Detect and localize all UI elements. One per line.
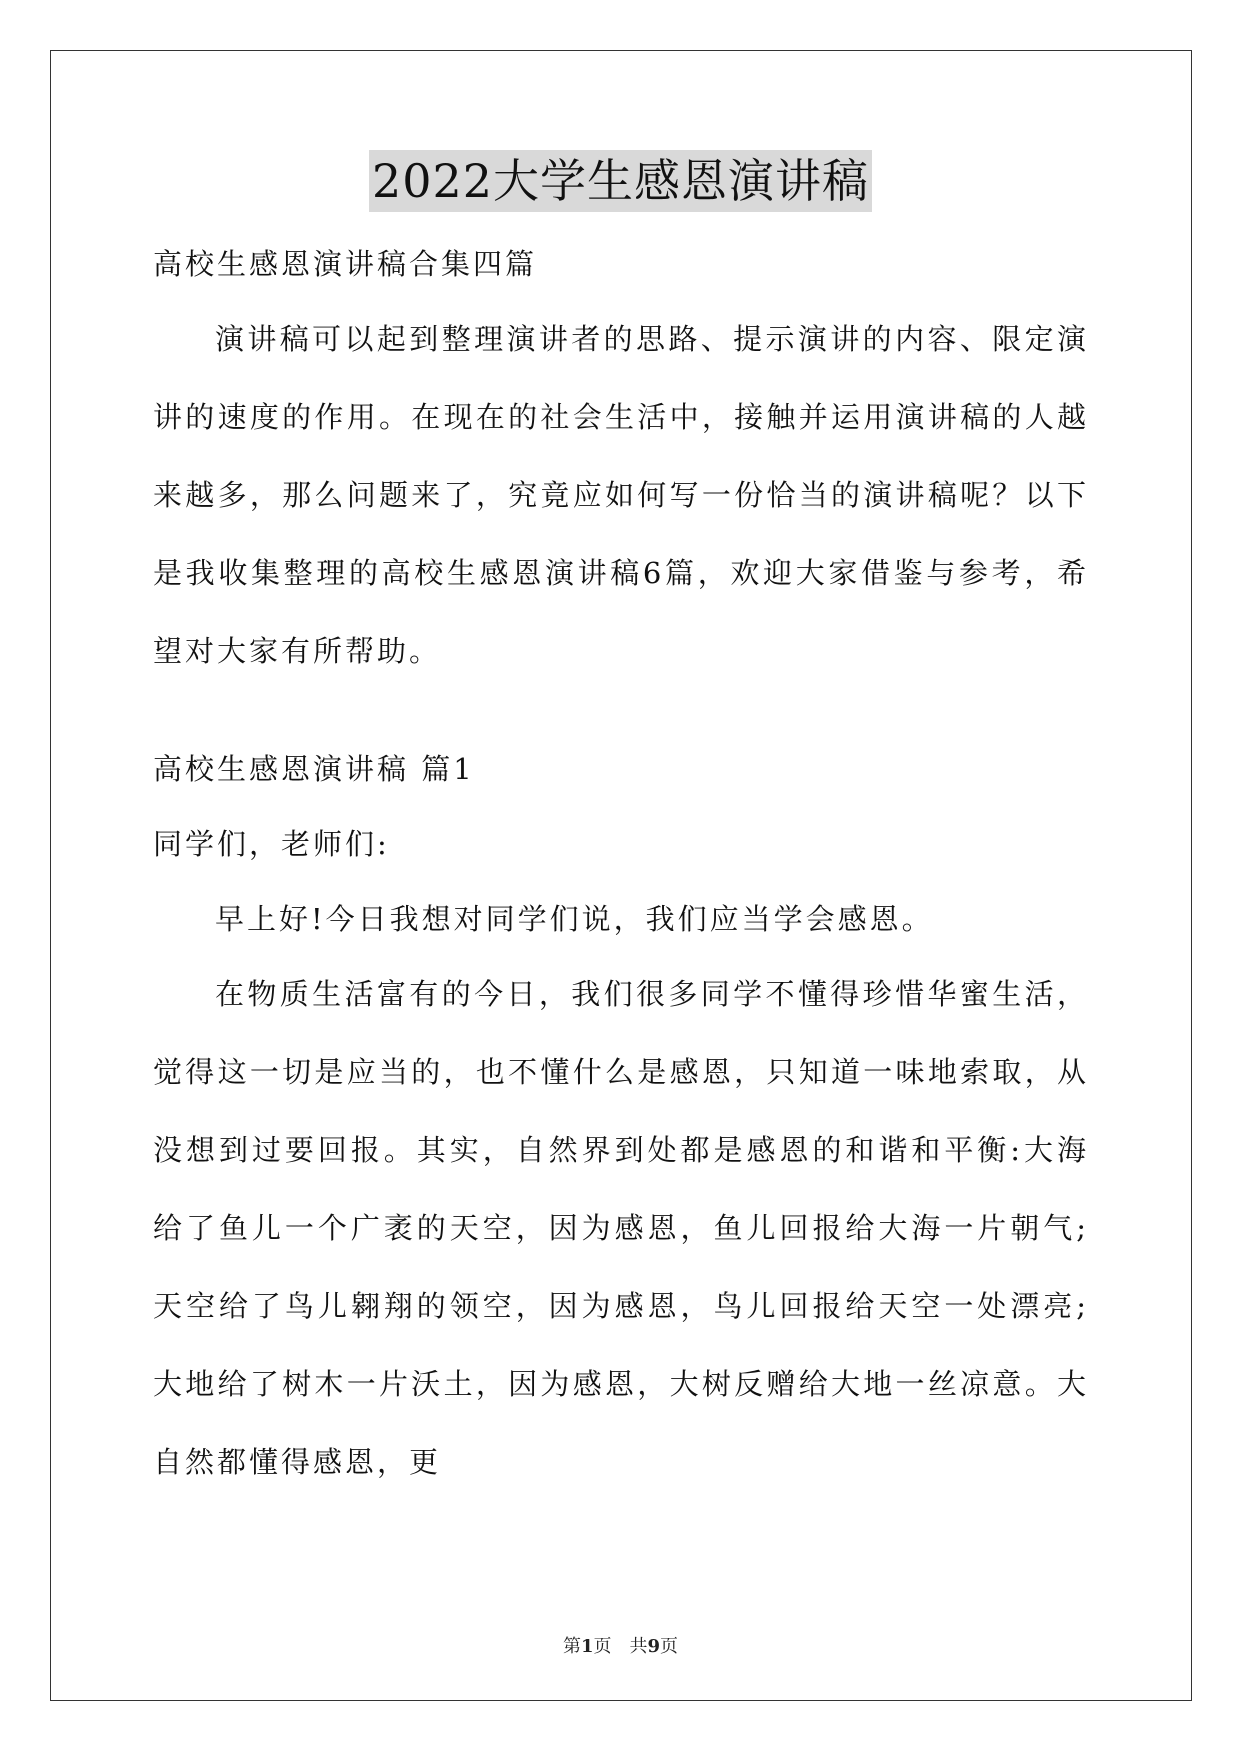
body-paragraph-2: 在物质生活富有的今日，我们很多同学不懂得珍惜华蜜生活，觉得这一切是应当的，也不懂什么是感恩，只知道一味地索取，从没想到过要回报。其实，自然界到处都是感恩的和谐和平衡:大海给了鱼儿一个广袤的天空，因为感恩，鱼儿回报给大海一片朝气;天空给了鸟儿翱翔的领空，因为感恩，鸟儿回报给天空一处漂亮;大地给了树木一片沃土，因为感恩，大树反赠给大地一丝凉意。大自然都懂得感恩，更 <box>153 977 1089 1479</box>
subtitle: 高校生感恩演讲稿合集四篇 <box>153 247 538 281</box>
footer-prefix: 第 <box>562 1636 581 1657</box>
page-footer <box>0 1632 1241 1658</box>
footer-suffix: 页 <box>660 1636 679 1657</box>
title-wrap <box>0 150 1241 212</box>
salutation: 同学们，老师们: <box>153 827 390 861</box>
intro-paragraph: 演讲稿可以起到整理演讲者的思路、提示演讲的内容、限定演讲的速度的作用。在现在的社会生活中，接触并运用演讲稿的人越来越多，那么问题来了，究竟应如何写一份恰当的演讲稿呢？以下是我收集整理的高校生感恩演讲稿6篇，欢迎大家借鉴与参考，希望对大家有所帮助。 <box>153 322 1089 668</box>
footer-total-pages: 9 <box>647 1636 661 1657</box>
document-title: 2022大学生感恩演讲稿 <box>369 150 872 212</box>
footer-middle: 页 共 <box>593 1636 648 1657</box>
footer-page-number: 1 <box>580 1636 594 1657</box>
body-paragraph-1: 早上好!今日我想对同学们说，我们应当学会感恩。 <box>215 902 934 936</box>
section-heading: 高校生感恩演讲稿 篇1 <box>153 752 475 786</box>
